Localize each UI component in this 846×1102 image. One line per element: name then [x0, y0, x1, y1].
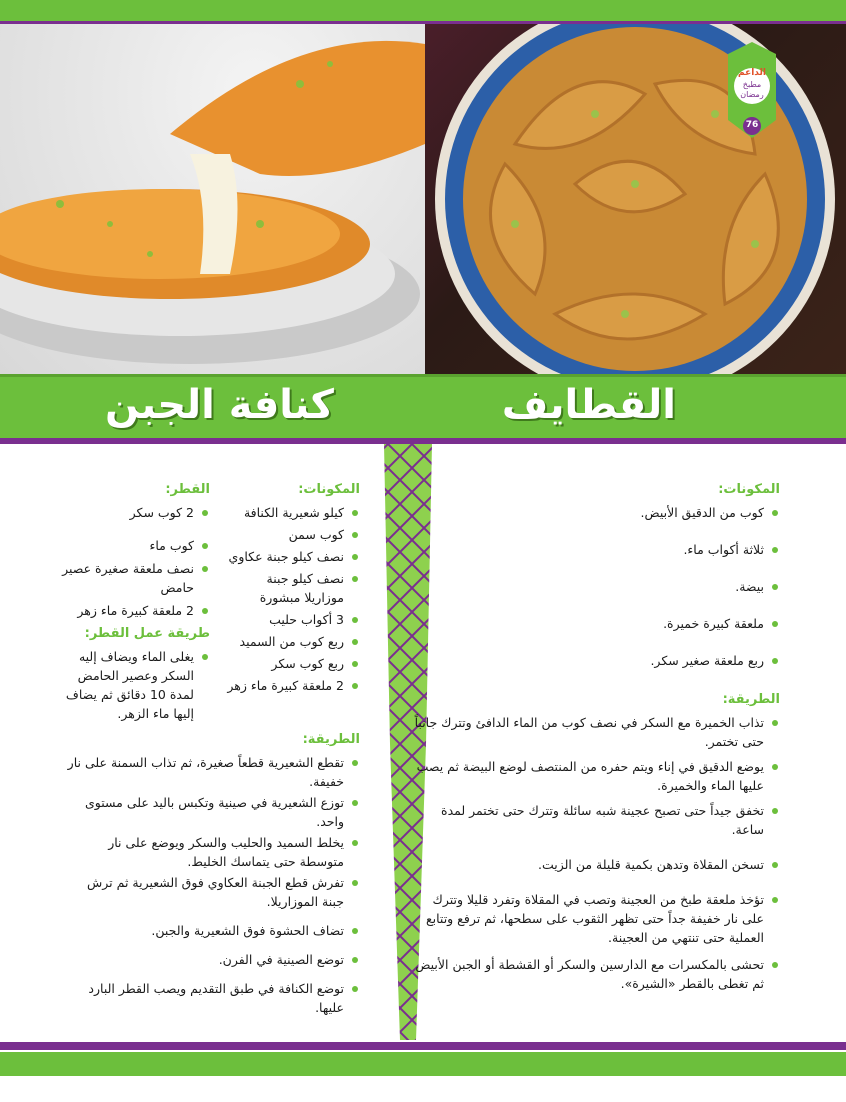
bottom-band: [0, 1042, 846, 1102]
list-item: نصف كيلو جبنة موزاريلا مبشورة: [226, 569, 360, 607]
qatayef-column: [410, 482, 780, 993]
top-band: [0, 0, 846, 24]
kunafa-syrup-column: [62, 482, 210, 723]
list-item: نصف كيلو جبنة عكاوي: [226, 547, 360, 566]
list-item: نصف ملعقة صغيرة عصير حامض: [62, 559, 210, 597]
list-item: كوب سمن: [226, 525, 360, 544]
method-list: [62, 753, 360, 1017]
list-item: توضع الصينية في الفرن.: [62, 950, 360, 969]
recipe-title-qatayef: القطايف: [501, 382, 676, 428]
list-item: ربع ملعقة صغير سكر.: [410, 651, 780, 670]
list-item: يغلى الماء ويضاف إليه السكر وعصير الحامض لمدة 10 دقائق ثم يضاف إليها ماء الزهر.: [62, 647, 210, 723]
kunafa-photo: [0, 24, 425, 374]
method-heading: الطريقة:: [302, 732, 360, 747]
logo-subtitle: مطبخ: [742, 80, 762, 89]
list-item: ملعقة كبيرة خميرة.: [410, 614, 780, 633]
syrup-method-list: [62, 647, 210, 723]
syrup-method-heading: طريقة عمل القطر:: [84, 626, 210, 641]
bottom-stripe-purple: [0, 1042, 846, 1050]
logo-text: الداعم: [738, 68, 766, 78]
ingredients-list: [226, 503, 360, 695]
list-item: يوضع الدقيق في إناء ويتم حفره من المنتصف لوضع البيضة ثم يصب عليها الماء والخميرة.: [410, 757, 780, 795]
brand-badge: [728, 42, 776, 138]
list-item: تسخن المقلاة وتدهن بكمية قليلة من الزيت.: [410, 855, 780, 874]
list-item: تذاب الخميرة مع السكر في نصف كوب من الماء الدافئ وتترك جانباً حتى تختمر.: [410, 713, 780, 751]
list-item: ثلاثة أكواب ماء.: [410, 540, 780, 559]
bottom-stripe-green: [0, 1052, 846, 1076]
qatayef-photo: [425, 24, 846, 374]
list-item: ربع كوب سكر: [226, 654, 360, 673]
list-item: 2 ملعقة كبيرة ماء زهر: [226, 676, 360, 695]
method-heading: الطريقة:: [722, 692, 780, 707]
list-item: ربع كوب من السميد: [226, 632, 360, 651]
list-item: تحشى بالمكسرات مع الدارسين والسكر أو القشطة أو الجبن الأبيض ثم تغطى بالقطر «الشيرة».: [410, 955, 780, 993]
page-number: 76: [745, 120, 759, 130]
kunafa-method-column: [62, 732, 360, 1017]
method-list: [410, 713, 780, 993]
list-item: تقطع الشعيرية قطعاً صغيرة، ثم تذاب السمنة على نار خفيفة.: [62, 753, 360, 791]
list-item: تفرش قطع الجبنة العكاوي فوق الشعيرية ثم ترش جبنة الموزاريلا.: [62, 873, 360, 911]
list-item: توزع الشعيرية في صينية وتكبس باليد على مستوى واحد.: [62, 793, 360, 831]
list-item: بيضة.: [410, 577, 780, 596]
list-item: يخلط السميد والحليب والسكر ويوضع على نار متوسطة حتى يتماسك الخليط.: [62, 833, 360, 871]
recipe-title-kunafa: كنافة الجبن: [105, 382, 334, 428]
ingredients-heading: المكونات:: [298, 482, 360, 497]
list-item: توضع الكنافة في طبق التقديم ويصب القطر البارد عليها.: [62, 979, 360, 1017]
list-item: كوب من الدقيق الأبيض.: [410, 503, 780, 522]
ingredients-heading: المكونات:: [718, 482, 780, 497]
list-item: كوب ماء: [62, 536, 210, 555]
list-item: 2 ملعقة كبيرة ماء زهر: [62, 601, 210, 620]
list-item: تخفق جيداً حتى تصبح عجينة شبه سائلة وتترك حتى تختمر لمدة ساعة.: [410, 801, 780, 839]
logo-subtitle-2: رمضان: [740, 90, 764, 99]
syrup-heading: القطر:: [165, 482, 210, 497]
kunafa-ingredients-column: [226, 482, 360, 695]
list-item: كيلو شعيرية الكنافة: [226, 503, 360, 522]
list-item: تضاف الحشوة فوق الشعيرية والجبن.: [62, 921, 360, 940]
list-item: 3 أكواب حليب: [226, 610, 360, 629]
list-item: تؤخذ ملعقة طبخ من العجينة وتصب في المقلاة وتفرد قليلا وتترك على نار خفيفة جداً حتى تظهر الثقوب على سطحها، ثم ترفع وتتابع العملية حتى تنتهي من العجينة.: [410, 890, 780, 947]
ingredients-list: [410, 503, 780, 670]
syrup-list: [62, 503, 210, 620]
bottom-margin: [0, 1076, 846, 1102]
list-item: 2 كوب سكر: [62, 503, 210, 522]
photo-banner: [0, 24, 846, 374]
